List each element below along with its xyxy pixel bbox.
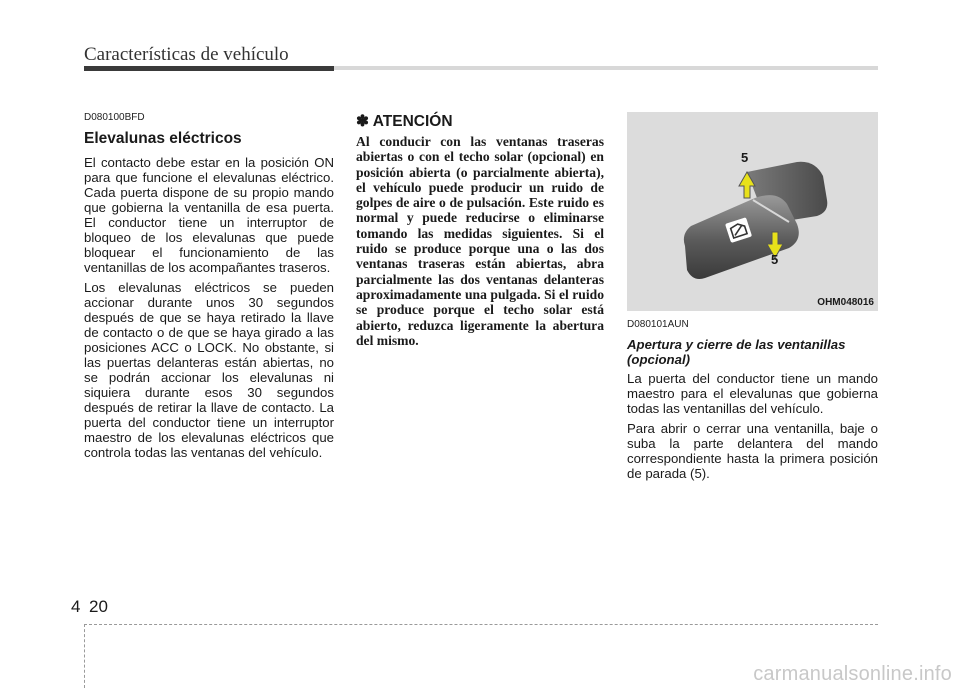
figure-label-up: 5	[741, 150, 749, 165]
footer-divider	[84, 624, 85, 688]
caution-column	[356, 112, 604, 348]
figure-code: OHM048016	[817, 297, 874, 308]
watermark: carmanualsonline.info	[753, 663, 952, 685]
paragraph: El contacto debe estar en la posición ON para que funcione el elevalunas eléctrico. Cada puerta dispone de su propio mando que gobierna la ventanilla de esa puerta. El conductor tiene un interruptor de bloqueo de los elevalunas que puede bloquear el funcionamiento de las ventanillas de los acompañantes traseros.	[84, 155, 334, 275]
figure-label-down: 5	[771, 252, 779, 267]
section-heading: Elevalunas eléctricos	[84, 130, 242, 147]
caution-title: ✽ ATENCIÓN	[356, 113, 453, 130]
left-column	[84, 112, 334, 465]
subsection-heading: Apertura y cierre de las ventanillas (opcional)	[627, 337, 846, 367]
section-code: D080100BFD	[84, 112, 145, 123]
header-rule-accent	[84, 66, 334, 71]
section-code: D080101AUN	[627, 319, 689, 330]
caution-body: Al conducir con las ventanas traseras abiertas o con el techo solar (opcional) en posición abierta (o parcialmente abierta), el vehículo puede producir un ruido de golpes de aire o de pulsación. Este ruido es normal y puede reducirse o eliminarse tomando las medidas siguientes. Si el ruido se produce porque una o las dos ventanas traseras están abiertas, abra parcialmente las dos ventanas delanteras aproximadamente una pulgada. Si el ruido se produce porque el techo solar está abierto, reduzca ligeramente la abertura del mismo.	[356, 134, 604, 348]
paragraph: Los elevalunas eléctricos se pueden accionar durante unos 30 segundos después de que se haya retirado la llave de contacto o de que se haya girado a las posiciones ACC o LOCK. No obstante, si las puertas delanteras están abiertas, no se podrán accionar los elevalunas ni siquiera durante esos 30 segundos después de retirar la llave de contacto. La puerta del conductor tiene un interruptor maestro de los elevalunas eléctricos que controla todas las ventanas del vehículo.	[84, 280, 334, 460]
paragraph: Para abrir o cerrar una ventanilla, baje o suba la parte delantera del mando correspondiente hasta la primera posición de parada (5).	[627, 421, 878, 481]
window-switch-figure	[627, 112, 878, 311]
paragraph: La puerta del conductor tiene un mando maestro para el elevalunas que gobierna todas las ventanillas del vehículo.	[627, 371, 878, 416]
page-header-title: Características de vehículo	[84, 44, 289, 65]
chapter-number: 4	[71, 597, 81, 616]
page-number: 20	[89, 597, 108, 616]
window-switch-illustration	[627, 112, 878, 311]
footer-rule	[84, 624, 878, 625]
right-column	[627, 112, 878, 486]
